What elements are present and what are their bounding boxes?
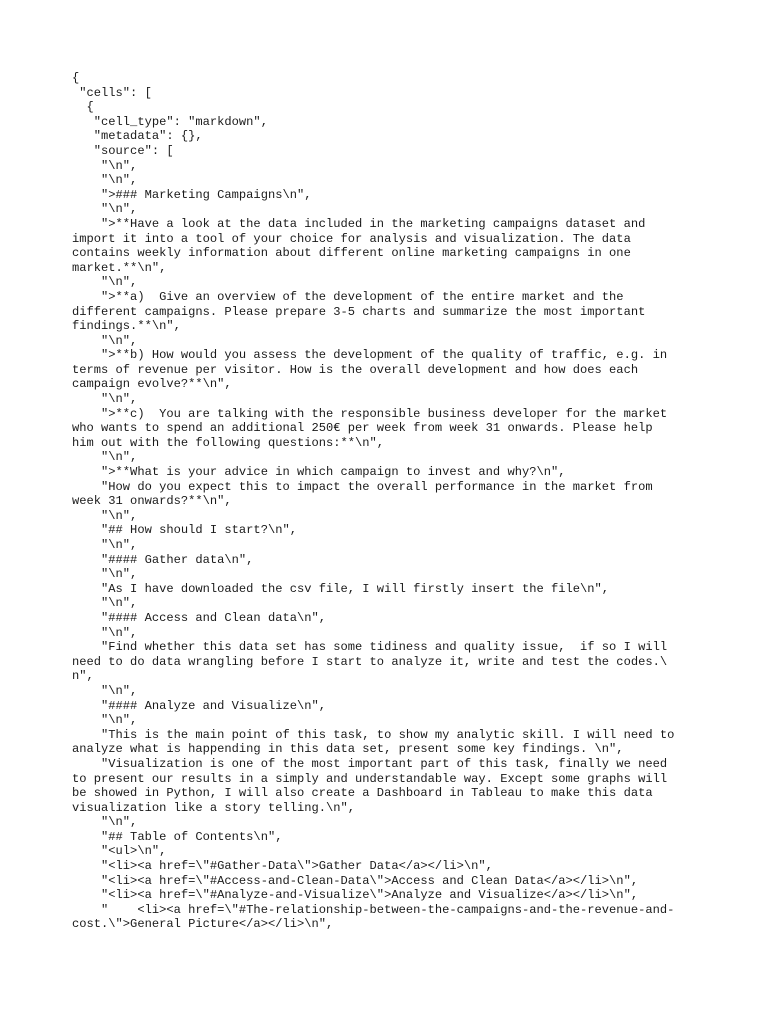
document-line: " <li><a href=\"#The-relationship-between-the-campaigns-and-the-revenue-and- <box>72 902 675 917</box>
document-line: "## Table of Contents\n", <box>72 829 283 844</box>
document-line: n", <box>72 669 94 684</box>
document-line: "cell_type": "markdown", <box>72 114 268 129</box>
document-line: ">**What is your advice in which campaign to invest and why?\n", <box>72 465 566 480</box>
document-line: ">### Marketing Campaigns\n", <box>72 187 312 202</box>
document-line: "\n", <box>72 815 138 830</box>
document-line: "<li><a href=\"#Analyze-and-Visualize\">Analyze and Visualize</a></li>\n", <box>72 888 639 903</box>
document-line: "How do you expect this to impact the overall performance in the market from <box>72 479 653 494</box>
document-line: "\n", <box>72 596 138 611</box>
document-line: "source": [ <box>72 143 174 158</box>
document-line: ">**b) How would you assess the development of the quality of traffic, e.g. in <box>72 348 668 363</box>
document-line: "\n", <box>72 392 138 407</box>
document-line: "\n", <box>72 567 138 582</box>
document-line: "metadata": {}, <box>72 129 203 144</box>
document-line: "\n", <box>72 275 138 290</box>
document-line: "<ul>\n", <box>72 844 167 859</box>
document-line: { <box>72 71 80 85</box>
document-line: "\n", <box>72 202 138 217</box>
document-line: { <box>72 100 94 115</box>
document-line: need to do data wrangling before I start to analyze it, write and test the codes.\ <box>72 654 668 669</box>
document-line: market.**\n", <box>72 260 167 275</box>
document-line: "\n", <box>72 333 138 348</box>
document-line: "Find whether this data set has some tidiness and quality issue, if so I will <box>72 640 668 655</box>
document-line: him out with the following questions:**\n", <box>72 435 385 450</box>
document-line: "\n", <box>72 625 138 640</box>
document-line: "\n", <box>72 508 138 523</box>
document-line: "As I have downloaded the csv file, I will firstly insert the file\n", <box>72 581 610 596</box>
document-line: "## How should I start?\n", <box>72 523 297 538</box>
document-line: "Visualization is one of the most important part of this task, finally we need <box>72 756 668 771</box>
document-line: ">**c) You are talking with the responsible business developer for the market <box>72 406 668 421</box>
document-line: "This is the main point of this task, to show my analytic skill. I will need to <box>72 727 675 742</box>
document-line: "<li><a href=\"#Gather-Data\">Gather Data</a></li>\n", <box>72 859 493 874</box>
document-line: visualization like a story telling.\n", <box>72 800 356 815</box>
document-line: terms of revenue per visitor. How is the overall development and how does each <box>72 362 639 377</box>
document-line: "\n", <box>72 450 138 465</box>
document-line: week 31 onwards?**\n", <box>72 494 232 509</box>
document-line: different campaigns. Please prepare 3-5 charts and summarize the most important <box>72 304 646 319</box>
document-line: "\n", <box>72 158 138 173</box>
document-line: "#### Access and Clean data\n", <box>72 610 327 625</box>
document-line: who wants to spend an additional 250€ per week from week 31 onwards. Please help <box>72 421 653 436</box>
document-line: "cells": [ <box>72 85 152 100</box>
document-line: "#### Analyze and Visualize\n", <box>72 698 327 713</box>
document-line: analyze what is happending in this data set, present some key findings. \n", <box>72 742 624 757</box>
document-line: contains weekly information about different online marketing campaigns in one <box>72 246 631 261</box>
document-line: "\n", <box>72 713 138 728</box>
document-line: ">**a) Give an overview of the development of the entire market and the <box>72 289 624 304</box>
notebook-json-text <box>72 71 702 932</box>
document-line: import it into a tool of your choice for analysis and visualization. The data <box>72 231 631 246</box>
document-line: "<li><a href=\"#Access-and-Clean-Data\">Access and Clean Data</a></li>\n", <box>72 873 639 888</box>
document-line: ">**Have a look at the data included in the marketing campaigns dataset and <box>72 216 646 231</box>
document-line: to present our results in a simply and understandable way. Except some graphs will <box>72 771 668 786</box>
document-line: campaign evolve?**\n", <box>72 377 232 392</box>
document-line: be showed in Python, I will also create a Dashboard in Tableau to make this data <box>72 786 653 801</box>
document-line: cost.\">General Picture</a></li>\n", <box>72 917 334 932</box>
document-line: "\n", <box>72 683 138 698</box>
document-line: findings.**\n", <box>72 319 181 334</box>
document-line: "\n", <box>72 538 138 552</box>
document-line: "#### Gather data\n", <box>72 552 254 567</box>
document-line: "\n", <box>72 173 138 188</box>
